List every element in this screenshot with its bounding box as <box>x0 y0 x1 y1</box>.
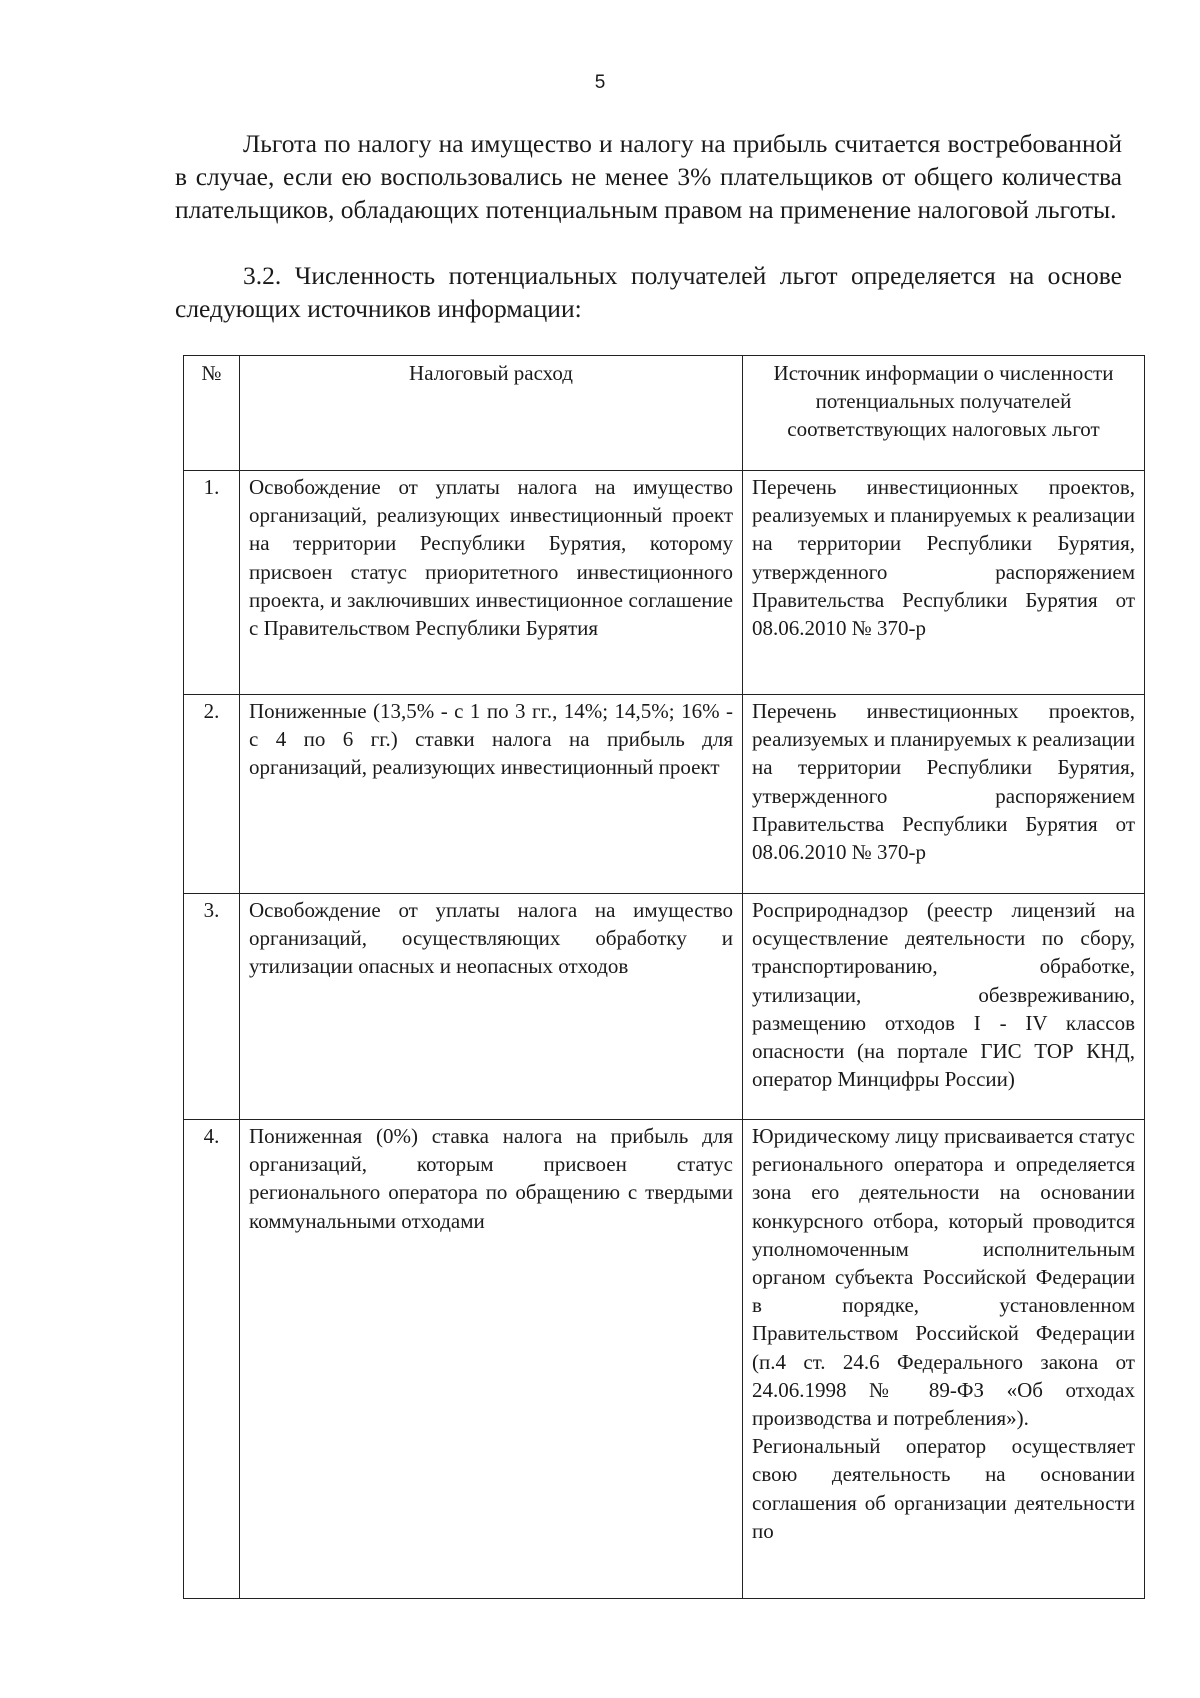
row-number: 4. <box>184 1120 240 1599</box>
paragraph-tax-benefit-demand: Льгота по налогу на имущество и налогу на прибыль считается востребованной в случае, если ею воспользовались не менее 3% плательщиков от общего количества плательщиков, обладающих потенциальным правом на применение налоговой льготы. <box>175 129 1122 224</box>
header-information-source: Источник информации о численности потенциальных получателей соответствующих налоговых льгот <box>743 356 1145 471</box>
row-number: 1. <box>184 471 240 695</box>
source-paragraph-1: Юридическому лицу присваивается статус регионального оператора и определяется зона его деятельности на основании конкурсного отбора, который проводится уполномоченным исполнительным органом субъекта Российской Федерации в порядке, установленном Правительством Российской Федерации (п.4 ст. 24.6 Федерального закона от 24.06.1998 № 89-ФЗ «Об отходах производства и потребления»). <box>752 1124 1135 1431</box>
paragraph-3-2-sources: 3.2. Численность потенциальных получателей льгот определяется на основе следующих источников информации: <box>175 261 1122 323</box>
row-information-source: Росприроднадзор (реестр лицензий на осуществление деятельности по сбору, транспортированию, обработке, утилизации, обезвреживанию, размещению отходов I - IV классов опасности (на портале ГИС ТОР КНД, оператор Минцифры России) <box>743 894 1145 1120</box>
row-tax-expense: Освобождение от уплаты налога на имущество организаций, осуществляющих обработку и утилизации опасных и неопасных отходов <box>240 894 743 1120</box>
table-row <box>184 471 1145 695</box>
row-information-source: Перечень инвестиционных проектов, реализуемых и планируемых к реализации на территории Республики Бурятия, утвержденного распоряжением Правительства Республики Бурятия от 08.06.2010 № 370-р <box>743 471 1145 695</box>
source-paragraph-2: Региональный оператор осуществляет свою деятельность на основании соглашения об организации деятельности по <box>752 1434 1135 1543</box>
page-number: 5 <box>594 72 606 93</box>
row-tax-expense: Освобождение от уплаты налога на имущество организаций, реализующих инвестиционный проект на территории Республики Бурятия, которому присвоен статус приоритетного инвестиционного проекта, и заключивших инвестиционное соглашение с Правительством Республики Бурятия <box>240 471 743 695</box>
row-number: 2. <box>184 695 240 894</box>
row-number: 3. <box>184 894 240 1120</box>
row-tax-expense: Пониженные (13,5% - с 1 по 3 гг., 14%; 14,5%; 16% - с 4 по 6 гг.) ставки налога на прибыль для организаций, реализующих инвестиционный проект <box>240 695 743 894</box>
table-header-row <box>184 356 1145 471</box>
information-sources-table <box>183 355 1145 1599</box>
row-tax-expense: Пониженная (0%) ставка налога на прибыль для организаций, которым присвоен статус регионального оператора по обращению с твердыми коммунальными отходами <box>240 1120 743 1599</box>
header-number: № <box>184 356 240 471</box>
row-information-source <box>743 1120 1145 1599</box>
header-tax-expense: Налоговый расход <box>240 356 743 471</box>
table-row <box>184 695 1145 894</box>
table-row <box>184 1120 1145 1599</box>
row-information-source: Перечень инвестиционных проектов, реализуемых и планируемых к реализации на территории Республики Бурятия, утвержденного распоряжением Правительства Республики Бурятия от 08.06.2010 № 370-р <box>743 695 1145 894</box>
table-row <box>184 894 1145 1120</box>
